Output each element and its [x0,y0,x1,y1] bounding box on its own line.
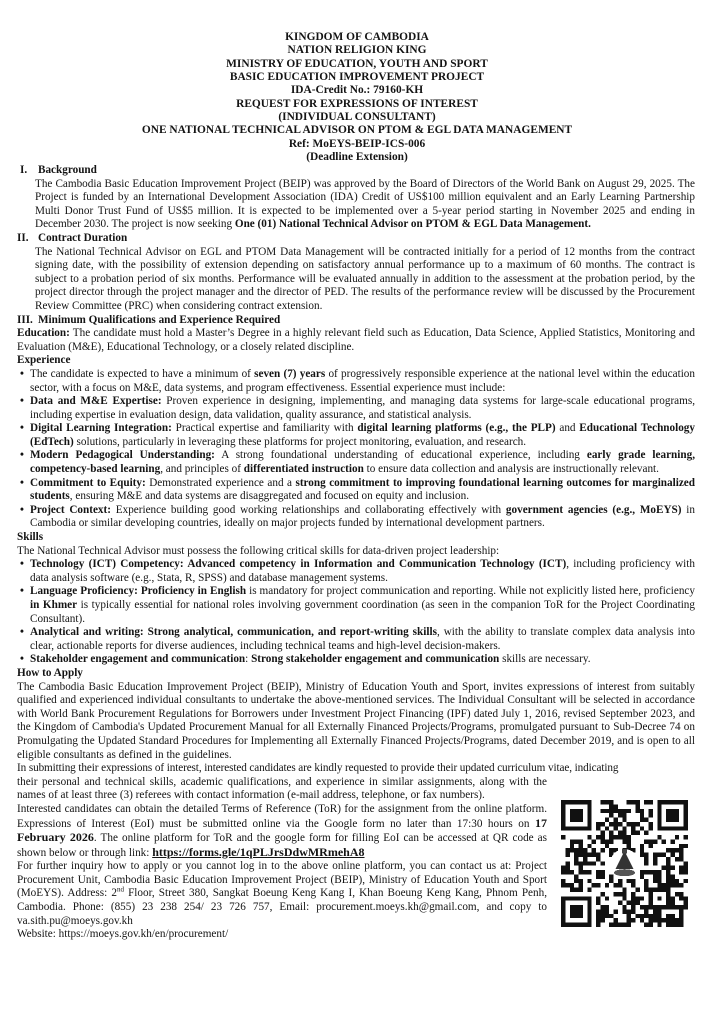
header-line: MINISTRY OF EDUCATION, YOUTH AND SPORT [226,57,488,70]
item-text: is typically essential for national roles involving government coordination (as seen in the companion ToR for the Project Coordinating Consultant). [30,599,695,625]
list-item [17,626,695,653]
item-bold: differentiated instruction [243,463,364,476]
section-title: Background [38,164,97,176]
item-label: Technology (ICT) Competency: Advanced competency in Information and Communication Technology (ICT) [30,558,567,571]
list-item [17,368,695,395]
list-item [17,477,695,504]
contact-paragraph [17,860,547,928]
experience-list [17,368,695,531]
header-line: ONE NATIONAL TECHNICAL ADVISOR ON PTOM & EGL DATA MANAGEMENT [141,124,573,137]
skills-intro: The National Technical Advisor must possess the following critical skills for data-driven project leadership: [17,544,500,557]
header-line: BASIC EDUCATION IMPROVEMENT PROJECT [229,71,485,84]
bullet-icon: • [20,422,24,435]
item-bold: early grade learning, competency-based learning [30,449,695,476]
section-number: III. [17,313,33,326]
skills-heading: Skills [17,531,44,544]
ordinal-suffix: nd [116,885,124,894]
item-text: , including proficiency with data analysis software (e.g., Stata, R, SPSS) and database management systems. [30,558,695,584]
list-item [17,653,695,667]
bullet-icon: • [20,395,24,408]
item-text: Experience building good working relationships and collaborating effectively with [110,503,506,516]
bullet-icon: • [20,585,24,598]
item-text: , ensuring M&E and data systems are disaggregated and focused on equity and inclusion. [69,490,470,503]
item-label: Data and M&E Expertise: [30,395,162,408]
item-label: Project Context: [30,503,111,516]
item-text: Practical expertise and familiarity with [171,422,358,435]
item-text: : [245,653,252,666]
document-header [0,31,714,164]
contact-text: For further inquiry how to apply or you cannot log in to the above online platform, you can contact us at: Project Procurement Unit, Cambodia Basic Education Improvement Project (BEIP), Ministry of Education Youth and Sport (MoEYS). Address: 2 [17,860,547,900]
education-label: Education: [17,327,70,340]
item-bold: government agencies (e.g., MoEYS) [505,503,682,516]
education-paragraph [17,327,695,354]
qr-code-icon[interactable] [561,800,688,927]
apply-paragraph-3 [17,803,547,860]
item-label: Modern Pedagogical Understanding: [30,449,215,462]
section-heading-qualifications [17,314,695,328]
item-bold: Educational Technology (EdTech) [30,422,695,448]
contact-text: Floor, Street 380, Sangkat Boeung Keng Kang I, Khan Boeung Keng Kang, Phnom Penh, Cambodia. Phone: (855) 23 238 254/ 23 726 757, Email: procurement.moeys.kh@gmail.com, and copy to va.sith.pu@moeys.gov.kh [17,887,547,927]
experience-heading: Experience [17,354,71,367]
header-line: KINGDOM OF CAMBODIA [285,31,429,43]
apply-text: . The online platform for ToR and the google form for filling EoI can be accessed at QR code as shown below or through link: [17,832,548,859]
item-label: Commitment to Equity: [30,476,146,489]
item-label: Stakeholder engagement and communication [30,653,246,666]
section-heading-contract [17,232,695,246]
section-heading-background [17,164,695,178]
background-text: The Cambodia Basic Education Improvement Project (BEIP) was approved by the Board of Directors of the World Bank on August 29, 2025. The Project is funded by an International Development Association (IDA) Credit of US$100 million equivalent and an Early Learning Partnership Multi Donor Trust Fund of US$5 million. It is expected to be implemented over a 5-year period starting in November 2025 and ending in December 2030. The project is now seeking [35,177,695,231]
item-text: , with the ability to translate complex data analysis into clear, actionable reports for diverse audiences, including technical teams and high-level decision-makers. [30,626,695,652]
item-text: , and principles of [160,463,244,476]
apply-paragraph-1: The Cambodia Basic Education Improvement Project (BEIP), Ministry of Education Youth and Sport, invites expressions of interest from suitably qualified and experienced individual consultants to undertake the above-mentioned services. The Individual Consultant will be selected in accordance with World Bank Procurement Regulations for Borrowers under Investment Project Financing (IPF) dated July 1, 2016, revised September 2023, and the Kingdom of Cambodia's Updated Procurement Manual for all Externally Financed Projects/Programs, promulgated pursuant to Sub-Decree 74 on Promulgating the Updated Standard Procedures for Implementing all Externally Financed Projects/Programs, dated December 2019, and is open to all eligible consultants as defined in the guidelines. [17,680,695,761]
emblem-icon [610,849,639,878]
item-bold: seven (7) years [254,367,326,380]
bullet-icon: • [20,558,24,571]
list-item [17,558,695,585]
skills-list [17,558,695,667]
item-text: The candidate is expected to have a minimum of [30,367,255,380]
list-item [17,395,695,422]
website-line[interactable]: Website: https://moeys.gov.kh/en/procurement/ [17,928,229,941]
item-text: and [555,422,580,435]
item-bold: strong commitment to improving foundational learning outcomes for marginalized students [30,476,695,503]
section-title: Minimum Qualifications and Experience Required [38,313,281,326]
section-number: I. [20,164,28,176]
bullet-icon: • [20,503,24,516]
list-item [17,449,695,476]
list-item [17,585,695,626]
how-to-apply-heading: How to Apply [17,666,83,679]
background-paragraph [17,178,695,232]
section-title: Contract Duration [38,231,128,244]
list-item [17,504,695,531]
header-line: (INDIVIDUAL CONSULTANT) [278,111,436,124]
background-position-title: One (01) National Technical Advisor on PTOM & EGL Data Management. [234,218,591,231]
item-text: of progressively responsible experience at the national level within the education sector, with a focus on M&E, data systems, and program effectiveness. Essential experience must include: [30,367,695,394]
item-text: in Cambodia or similar developing countries, ideally on major projects funded by international development partners. [30,503,695,530]
item-label: Language Proficiency: Proficiency in English [30,585,247,598]
item-text: Demonstrated experience and a [145,476,296,489]
deadline-date: 17 February 2026 [17,815,547,845]
item-text: skills are necessary. [499,653,591,666]
education-text: The candidate must hold a Master’s Degree in a highly relevant field such as Education, Data Science, Applied Statistics, Monitoring and Evaluation (M&E), Educational Technology, or a closely related discipline. [17,327,695,353]
header-line: (Deadline Extension) [306,151,408,164]
item-text: to ensure data collection and analysis are instructionally relevant. [363,463,659,476]
item-bold: in Khmer [30,599,78,611]
bullet-icon: • [20,449,24,462]
section-number: II. [17,231,29,244]
bullet-icon: • [20,653,24,666]
bullet-icon: • [20,476,24,489]
item-text: Proven experience in designing, implementing, and managing data systems for large-scale educational programs, including expertise in evaluation design, data validation, quality assurance, and statistical analysis. [30,395,695,421]
item-text: solutions, particularly in leveraging these platforms for project monitoring, evaluation, and research. [73,435,527,448]
apply-paragraph-2b: their personal and technical skills, academic qualifications, and experience in similar assignments, along with the names of at least three (3) referees with contact information (e-mail address, telephone, or fax numbers). [17,775,547,802]
header-line: NATION RELIGION KING [287,44,427,57]
item-label: Analytical and writing: Strong analytical, communication, and report-writing skills [30,626,437,639]
item-text: A strong foundational understanding of educational experience, including [214,449,587,462]
item-bold: digital learning platforms (e.g., the PLP) [357,422,556,435]
apply-paragraph-2a: In submitting their expressions of interest, interested candidates are kindly requested to provide their updated curriculum vitae, indicating [17,762,619,775]
item-bold: Strong stakeholder engagement and communication [251,653,500,666]
header-line: Ref: MoEYS-BEIP-ICS-006 [288,137,426,150]
header-line: REQUEST FOR EXPRESSIONS OF INTEREST [236,97,478,110]
item-text: is mandatory for project communication and reporting. While not explicitly listed here, proficiency [246,585,695,598]
contract-paragraph: The National Technical Advisor on EGL and PTOM Data Management will be contracted initially for a period of 12 months from the contract signing date, with the possibility of extension depending on satisfactory annual performance up to a maximum of 60 months. The contract is subject to a probation period of six months. Performance will be evaluated annually in addition to the assessment at the probation period, by the project director through the project manager and the director of PED. The results of the performance review will be discussed by the Procurement Review Committee (PRC) when considering contract extension. [35,245,695,312]
header-line: IDA-Credit No.: 79160-KH [290,84,424,97]
bullet-icon: • [20,367,24,380]
item-label: Digital Learning Integration: [30,422,172,435]
list-item [17,422,695,449]
bullet-icon: • [20,626,24,639]
google-form-link[interactable]: https://forms.gle/1qPLJrsDdwMRmehA8 [152,844,365,859]
apply-text: Interested candidates can obtain the detailed Terms of Reference (ToR) for the assignment from the online platform. Expressions of Interest (EoI) must be submitted online via the Google form no later than 17:30 hours on [17,802,547,830]
